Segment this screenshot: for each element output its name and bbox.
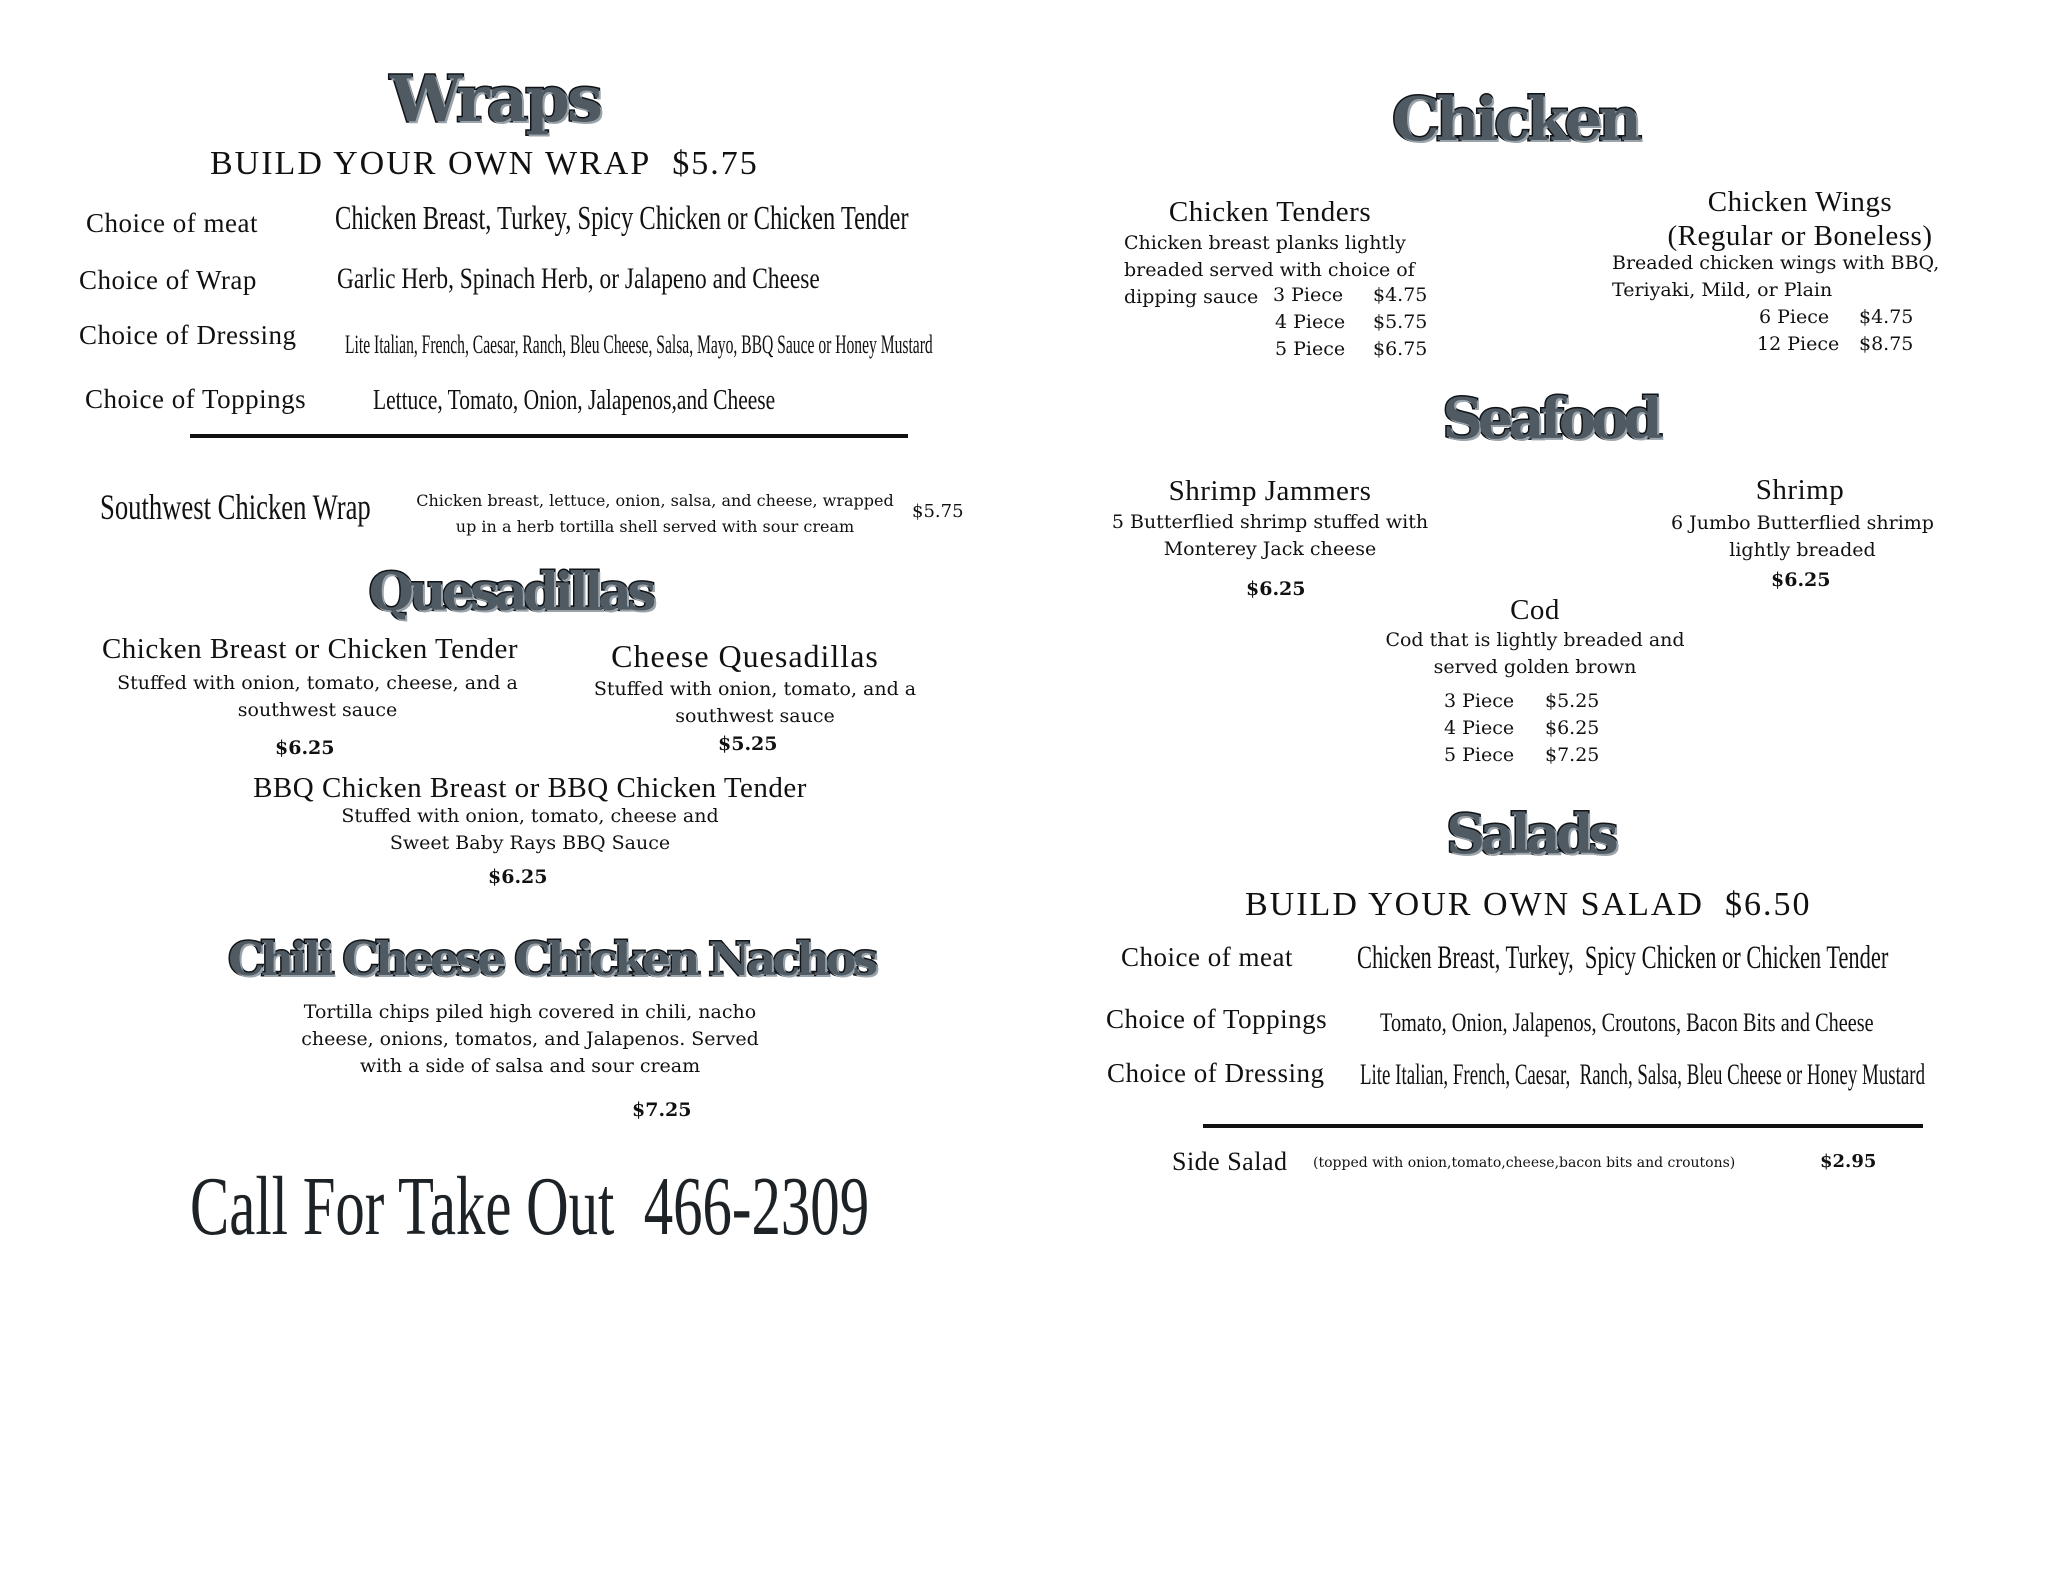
chicken-tenders-desc-line1: Chicken breast planks lightly (1124, 232, 1406, 254)
seafood-heading: Seafood (1442, 386, 1658, 452)
chicken-tenders-desc (1124, 230, 1415, 311)
wrap-wrap-label: Choice of Wrap (79, 265, 257, 295)
salad-dressing-label: Choice of Dressing (1107, 1058, 1325, 1088)
southwest-wrap-price: $5.75 (912, 501, 964, 522)
shrimp-desc (1630, 510, 1975, 564)
shrimp-jammers-desc-line2: Monterey Jack cheese (1163, 538, 1377, 560)
side-salad-note: (topped with onion,tomato,cheese,bacon bits and croutons) (1313, 1155, 1736, 1171)
wrap-meat-value: Chicken Breast, Turkey, Spicy Chicken or Chicken Tender (335, 200, 909, 237)
wrap-dressing-value: Lite Italian, French, Caesar, Ranch, Bleu Cheese, Salsa, Mayo, BBQ Sauce or Honey Mustard (345, 330, 933, 359)
wrap-toppings-label: Choice of Toppings (85, 384, 307, 414)
build-salad-title-text: BUILD YOUR OWN SALAD (1245, 886, 1704, 923)
wrap-wrap-value: Garlic Herb, Spinach Herb, or Jalapeno and Cheese (337, 262, 820, 295)
wings-qty-2: 12 Piece (1757, 333, 1840, 355)
shrimp-desc-line1: 6 Jumbo Butterflied shrimp (1671, 512, 1934, 534)
build-wrap-title (210, 145, 759, 183)
cod-price-2: $6.25 (1545, 717, 1600, 739)
tenders-qty-2: 4 Piece (1275, 311, 1346, 333)
chicken-wings-desc-line1: Breaded chicken wings with BBQ, (1612, 252, 1940, 274)
nachos-price: $7.25 (632, 1099, 692, 1121)
quesadilla-3-price: $6.25 (488, 866, 548, 888)
wraps-heading: Wraps (390, 62, 600, 137)
salad-dressing-value: Lite Italian, French, Caesar, Ranch, Salsa, Bleu Cheese or Honey Mustard (1360, 1058, 1926, 1091)
wrap-dressing-label: Choice of Dressing (79, 320, 297, 350)
wrap-meat-label: Choice of meat (86, 208, 258, 238)
cod-qty-1: 3 Piece (1444, 690, 1515, 712)
chicken-wings-desc-line2: Teriyaki, Mild, or Plain (1612, 279, 1833, 301)
shrimp-jammers-desc-line1: 5 Butterflied shrimp stuffed with (1111, 511, 1429, 533)
quesadilla-2-desc (555, 676, 955, 730)
cod-price-1: $5.25 (1545, 690, 1600, 712)
shrimp-price: $6.25 (1771, 569, 1831, 591)
shrimp-jammers-name: Shrimp Jammers (1168, 475, 1372, 507)
cod-name: Cod (1510, 594, 1560, 626)
salads-heading: Salads (1446, 802, 1614, 866)
wings-price-2: $8.75 (1859, 333, 1914, 355)
quesadilla-3-desc-line1: Stuffed with onion, tomato, cheese and (341, 805, 719, 827)
nachos-heading: Chili Cheese Chicken Nachos (228, 932, 875, 986)
cod-qty-2: 4 Piece (1444, 717, 1515, 739)
southwest-wrap-desc (410, 488, 900, 540)
quesadilla-3-desc-line2: Sweet Baby Rays BBQ Sauce (389, 832, 671, 854)
quesadilla-1-desc-line2: southwest sauce (237, 699, 398, 721)
nachos-desc-line2: cheese, onions, tomatos, and Jalapenos. Served (301, 1028, 759, 1050)
quesadilla-1-desc (80, 670, 555, 724)
salad-meat-value: Chicken Breast, Turkey, Spicy Chicken or Chicken Tender (1357, 940, 1889, 976)
nachos-desc (250, 999, 810, 1080)
tenders-price-3: $6.75 (1373, 338, 1428, 360)
tenders-price-2: $5.75 (1373, 311, 1428, 333)
side-salad-price: $2.95 (1820, 1151, 1877, 1172)
shrimp-jammers-price: $6.25 (1246, 578, 1306, 600)
build-wrap-title-text: BUILD YOUR OWN WRAP (210, 145, 652, 182)
chicken-tenders-desc-line2: breaded served with choice of (1124, 259, 1415, 281)
shrimp-jammers-desc (1100, 509, 1440, 563)
salad-toppings-label: Choice of Toppings (1106, 1004, 1328, 1034)
wraps-divider (190, 434, 908, 438)
southwest-wrap-name: Southwest Chicken Wrap (100, 487, 371, 527)
quesadilla-3-name: BBQ Chicken Breast or BBQ Chicken Tender (253, 772, 807, 804)
tenders-qty-1: 3 Piece (1273, 284, 1344, 306)
build-salad-price: $6.50 (1725, 886, 1812, 923)
cod-price-3: $7.25 (1545, 744, 1600, 766)
build-wrap-price: $5.75 (672, 145, 759, 182)
southwest-wrap-desc-line1: Chicken breast, lettuce, onion, salsa, and cheese, wrapped (416, 491, 894, 510)
salads-divider (1203, 1124, 1923, 1128)
quesadilla-2-desc-line1: Stuffed with onion, tomato, and a (593, 678, 917, 700)
cod-desc-line1: Cod that is lightly breaded and (1385, 629, 1685, 651)
chicken-wings-desc (1612, 250, 1939, 304)
tenders-price-1: $4.75 (1373, 284, 1428, 306)
southwest-wrap-desc-line2: up in a herb tortilla shell served with sour cream (455, 517, 855, 536)
shrimp-name: Shrimp (1755, 474, 1845, 506)
cod-qty-3: 5 Piece (1444, 744, 1515, 766)
takeout-phone: Call For Take Out 466-2309 (190, 1160, 870, 1253)
quesadilla-1-desc-line1: Stuffed with onion, tomato, cheese, and a (117, 672, 518, 694)
wings-price-1: $4.75 (1859, 306, 1914, 328)
wrap-toppings-value: Lettuce, Tomato, Onion, Jalapenos,and Cheese (373, 384, 776, 416)
chicken-wings-name (1620, 185, 1980, 253)
wings-qty-1: 6 Piece (1759, 306, 1830, 328)
quesadilla-2-desc-line2: southwest sauce (675, 705, 835, 727)
side-salad-name: Side Salad (1172, 1147, 1288, 1176)
build-salad-title (1245, 886, 1812, 924)
shrimp-desc-line2: lightly breaded (1729, 539, 1876, 561)
quesadilla-3-desc (250, 803, 810, 857)
chicken-wings-name-line1: Chicken Wings (1707, 186, 1893, 218)
quesadilla-1-name: Chicken Breast or Chicken Tender (101, 633, 519, 665)
quesadillas-heading: Quesadillas (368, 562, 652, 623)
chicken-tenders-desc-line3: dipping sauce (1124, 286, 1259, 308)
cod-desc (1360, 627, 1710, 681)
nachos-desc-line3: with a side of salsa and sour cream (359, 1055, 701, 1077)
chicken-heading: Chicken (1391, 85, 1639, 155)
quesadilla-2-price: $5.25 (718, 733, 778, 755)
salad-meat-label: Choice of meat (1121, 942, 1293, 972)
quesadilla-1-price: $6.25 (275, 737, 335, 759)
salad-toppings-value: Tomato, Onion, Jalapenos, Croutons, Bacon Bits and Cheese (1380, 1008, 1874, 1037)
nachos-desc-line1: Tortilla chips piled high covered in chili, nacho (303, 1001, 757, 1023)
tenders-qty-3: 5 Piece (1275, 338, 1346, 360)
chicken-wings-name-line2: (Regular or Boneless) (1667, 220, 1933, 252)
cod-desc-line2: served golden brown (1433, 656, 1637, 678)
quesadilla-2-name: Cheese Quesadillas (611, 638, 879, 674)
chicken-tenders-name: Chicken Tenders (1168, 196, 1372, 228)
